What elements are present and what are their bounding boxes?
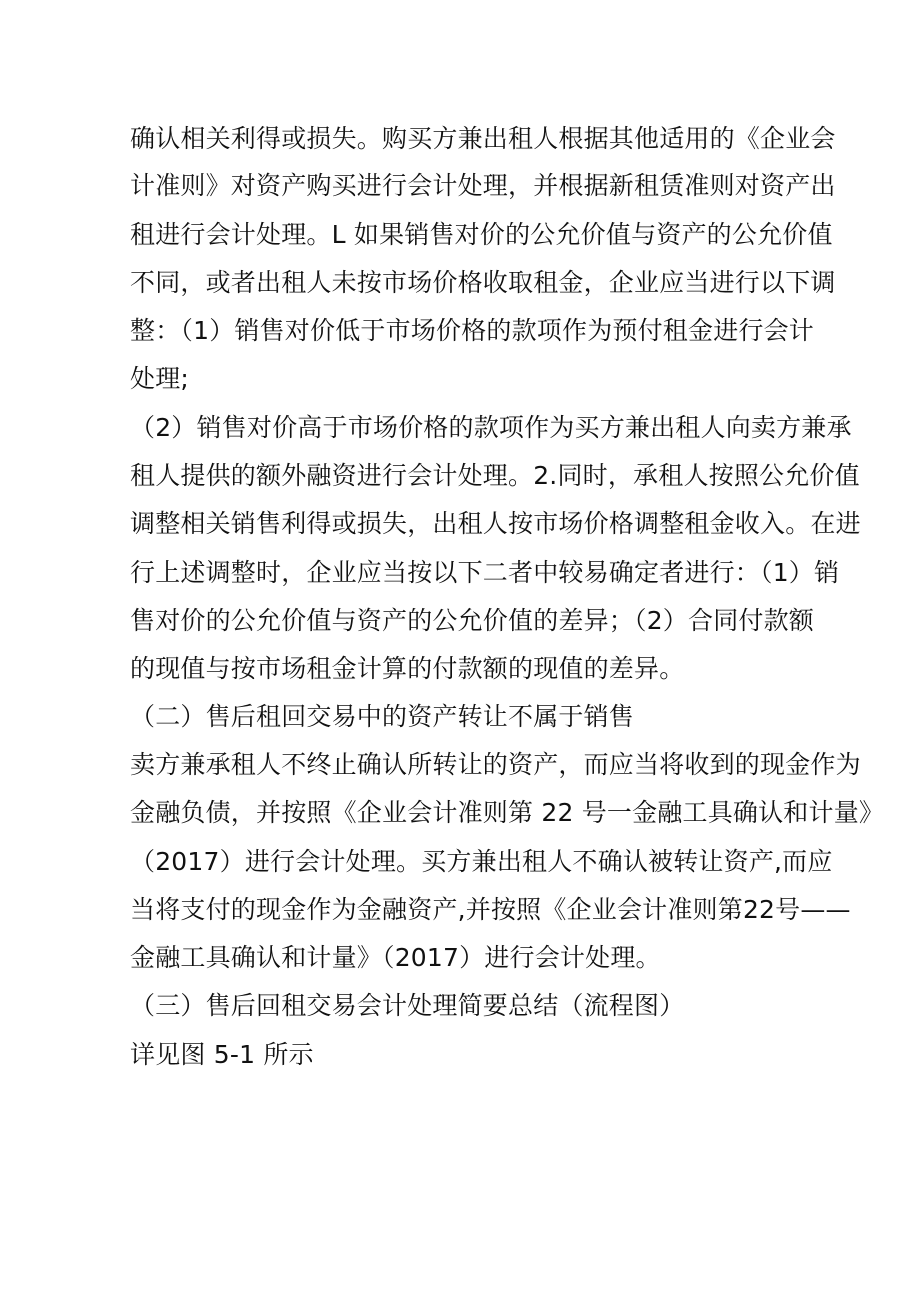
paragraph-line: 售对价的公允价值与资产的公允价值的差异；（2）合同付款额 <box>130 606 815 635</box>
paragraph-line: （2）销售对价高于市场价格的款项作为买方兼出租人向卖方兼承 <box>130 413 852 442</box>
paragraph-line: 当将支付的现金作为金融资产,并按照《企业会计准则第22号—— <box>130 895 851 924</box>
paragraph-line: 金融负债，并按照《企业会计准则第 22 号一金融工具确认和计量》 <box>130 798 885 827</box>
paragraph-line: 行上述调整时，企业应当按以下二者中较易确定者进行：（1）销 <box>130 558 840 587</box>
paragraph-line: 确认相关利得或损失。购买方兼出租人根据其他适用的《企业会 <box>130 124 836 153</box>
paragraph-line: （2017）进行会计处理。买方兼出租人不确认被转让资产,而应 <box>130 847 833 876</box>
paragraph-line: 整：（1）销售对价低于市场价格的款项作为预付租金进行会计 <box>130 316 815 345</box>
paragraph-line: 处理; <box>130 364 190 393</box>
paragraph-line: 调整相关销售利得或损失，出租人按市场价格调整租金收入。在进 <box>130 509 861 538</box>
figure-reference: 详见图 5-1 所示 <box>130 1040 314 1069</box>
paragraph-line: 租人提供的额外融资进行会计处理。2.同时，承租人按照公允价值 <box>130 461 860 490</box>
paragraph-line: 卖方兼承租人不终止确认所转让的资产，而应当将收到的现金作为 <box>130 750 861 779</box>
section-heading: （三）售后回租交易会计处理简要总结（流程图） <box>130 991 685 1020</box>
paragraph-line: 不同，或者出租人未按市场价格收取租金，企业应当进行以下调 <box>130 268 836 297</box>
section-heading: （二）售后租回交易中的资产转让不属于销售 <box>130 702 635 731</box>
paragraph-line: 的现值与按市场租金计算的付款额的现值的差异。 <box>130 654 685 683</box>
paragraph-line: 计准则》对资产购买进行会计处理，并根据新租赁准则对资产出 <box>130 171 836 200</box>
paragraph-line: 租进行会计处理。L 如果销售对价的公允价值与资产的公允价值 <box>130 220 833 249</box>
paragraph-line: 金融工具确认和计量》（2017）进行会计处理。 <box>130 943 661 972</box>
